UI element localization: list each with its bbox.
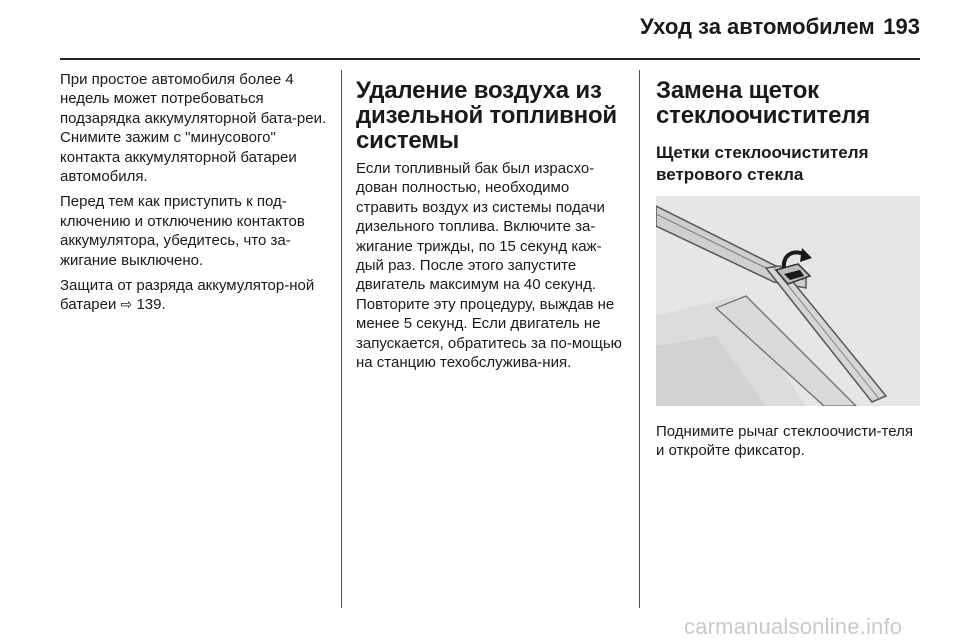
section-heading-wiper-replacement: Замена щеток стеклоочистителя (656, 77, 871, 129)
wiper-illustration (656, 196, 920, 406)
paragraph-battery-storage: При простое автомобиля более 4 недель может потребоваться подзарядка аккумуляторной бата-реи. Снимите зажим с "минусового" контакта аккумуляторной батареи автомобиля. (60, 71, 327, 186)
paragraph-battery-protection (60, 276, 330, 315)
column-right (656, 70, 922, 467)
paragraph-diesel-bleed: Если топливный бак был израсхо-дован полностью, необходимо стравить воздух из системы подачи дизельного топлива. Включите за-жигание трижды, по 15 секунд каж-дый раз. После этого запустите двигатель максимум на 40 секунд. Повторите эту процедуру, выждав не менее 5 секунд. Если двигатель не запускается, обратитесь за по-мощью на станцию техобслужива-ния. (356, 160, 622, 372)
column-left (60, 70, 330, 321)
caption-open-fixture: Поднимите рычаг стеклоочисти-теля и откройте фиксатор. (656, 423, 913, 460)
subheading-windshield-wipers: Щетки стеклоочистителя ветрового стекла (656, 143, 869, 184)
page-reference-link[interactable]: 139. (136, 296, 166, 314)
page-header-title: Уход за автомобилем (640, 14, 875, 39)
column-middle (356, 70, 628, 378)
wiper-arm-drawing (656, 196, 920, 406)
page-reference-arrow-icon: ⇨ (120, 296, 133, 313)
battery-protection-text: Защита от разряда аккумулятор-ной батареи (60, 277, 315, 314)
column-divider (341, 70, 342, 608)
paragraph-battery-connect: Перед тем как приступить к под-ключению и отключению контактов аккумулятора, убедитесь, что за-жигание выключено. (60, 193, 305, 269)
watermark-text: carmanualsonline.info (684, 614, 903, 639)
column-divider (639, 70, 640, 608)
header-divider (60, 58, 920, 60)
section-heading-diesel-bleed: Удаление воздуха из дизельной топливной системы (356, 77, 617, 154)
page-number: 193 (883, 14, 920, 39)
